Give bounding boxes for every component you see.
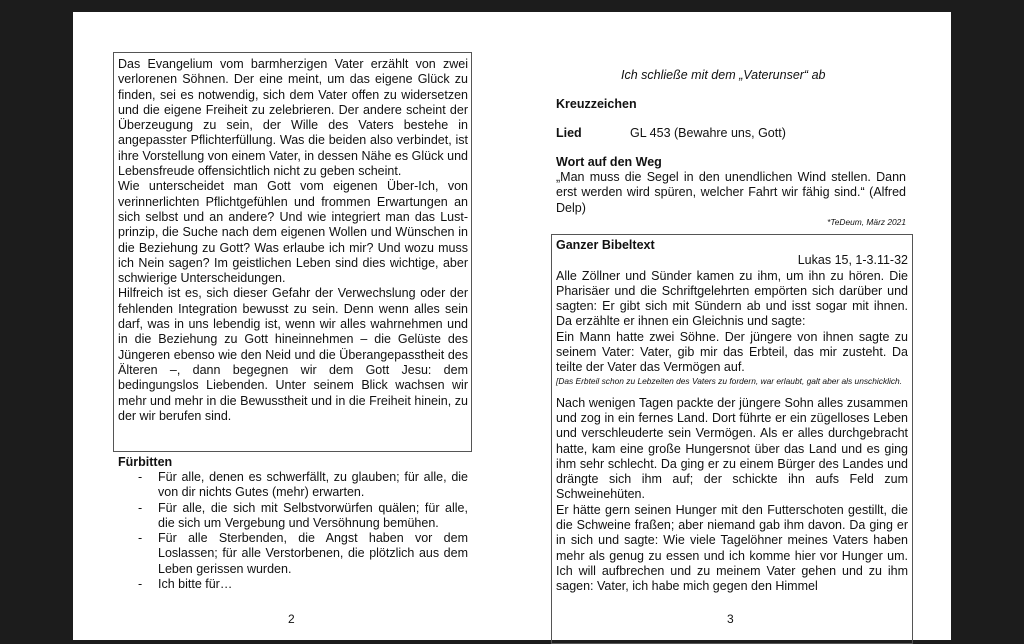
reflection-paragraph: Wie unterscheidet man Gott vom eigenen Über-Ich, von verinnerlichten Pflichtgefühlen und frommen Erwartungen an sich selbst und an andere? Und wie integriert man das Lust-prinzip, die Suche nach dem eigenen Wollen und Wünschen in die Beziehung zu Gott? Was erlaube ich mir? Und wozu muss ich Nein sagen? Im geistlichen Leben sind dies wichtige, aber schwierige Unterscheidungen. [118, 179, 468, 286]
list-dash: - [138, 500, 143, 515]
list-item-text: Für alle Sterbenden, die Angst haben vor dem Loslassen; für alle Verstorbenen, die plötzlich aus dem Leben gerissen wurden. [158, 531, 468, 576]
reflection-paragraph: Hilfreich ist es, sich dieser Gefahr der Verwechslung oder der fehlenden Integration bewusst zu sein. Denn wenn alles sein darf, was in uns lebendig ist, wenn wir alles wahrnehmen und in die Beziehung zu Gott hineinnehmen – die Gelüste des Jüngeren ebenso wie den Neid und die Überangepasstheit des Älteren –, dann begegnen wir dem Gott Jesu: dem bedingungslos Liebenden. Unter seinem Blick wachsen wir mehr und mehr in die Bewusstheit und in die Freiheit hinein, zu der wir berufen sind. [118, 286, 468, 423]
document-page [73, 12, 951, 640]
list-item [118, 531, 468, 577]
lied-value: GL 453 (Bewahre uns, Gott) [630, 126, 786, 140]
list-item-text: Für alle, die sich mit Selbstvorwürfen quälen; für alle, die sich um Vergebung und Versöhnung bemühen. [158, 500, 468, 530]
bible-paragraph: Ein Mann hatte zwei Söhne. Der jüngere von ihnen sagte zu seinem Vater: Vater, gib mir das Erbteil, das mir zusteht. Da teilte der Vater das Vermögen auf. [556, 329, 908, 375]
wort-text: „Man muss die Segel in den unendlichen Wind stellen. Dann erst werden wird spüren, welcher Fahrt wir fähig sind.“ (Alfred Delp) [556, 170, 906, 215]
list-dash: - [138, 577, 143, 592]
bible-reference: Lukas 15, 1-3.11-32 [797, 253, 908, 268]
bibeltext-heading: Ganzer Bibeltext [556, 238, 655, 252]
fuerbitten-heading: Fürbitten [118, 455, 173, 469]
bible-paragraph: Er hätte gern seinen Hunger mit den Futterschoten gestillt, die die Schweine fraßen; aber niemand gab ihm davon. Da ging er in sich und sagte: Wie viele Tagelöhner meines Vaters haben mehr als genug zu essen und ich komme hier vor Hunger um. Ich will aufbrechen und zu meinem Vater gehen und zu ihm sagen: Vater, ich habe mich gegen den Himmel [556, 502, 908, 594]
list-item [118, 501, 468, 532]
vaterunser-line: Ich schließe mit dem „Vaterunser“ ab [621, 68, 826, 82]
lied-label: Lied [556, 126, 582, 140]
page-number-left: 2 [288, 612, 295, 626]
list-dash: - [138, 531, 143, 546]
reflection-text [118, 57, 468, 424]
list-dash: - [138, 470, 143, 484]
list-item-text: Ich bitte für… [158, 577, 233, 592]
kreuzzeichen-heading: Kreuzzeichen [556, 97, 637, 111]
bibeltext [556, 238, 908, 595]
source-note: *TeDeum, März 2021 [827, 217, 906, 227]
bible-footnote: [Das Erbteil schon zu Lebzeiten des Vaters zu fordern, war erlaubt, galt aber als unschicklich. [556, 375, 903, 386]
list-item [118, 470, 468, 501]
bible-paragraph: Alle Zöllner und Sünder kamen zu ihm, um ihn zu hören. Die Pharisäer und die Schriftgelehrten empörten sich darüber und sagten: Er gibt sich mit Sündern ab und isst sogar mit ihnen. Da erzählte er ihnen ein Gleichnis und sagte: [556, 268, 908, 329]
list-item [118, 577, 468, 592]
reflection-paragraph: Das Evangelium vom barmherzigen Vater erzählt von zwei verlorenen Söhnen. Der eine meint, um das eigene Glück zu finden, sei es notwendig, sich dem Vater offen zu widersetzen und die eigene Freiheit zu zelebrieren. Der andere scheint der Überzeugung zu sein, der Wille des Vaters bestehe in angepasster Pflichterfüllung. Was die beiden also verbindet, ist ihre Vorstellung von einem Vater, in dessen Nähe es Glück und Lebensfreude offensichtlich nicht zu geben scheint. [118, 57, 468, 179]
fuerbitten-list [118, 470, 468, 592]
list-item-text: Für alle, denen es schwerfällt, zu glauben; für alle, die von dir nichts Gutes (mehr) erwarten. [158, 470, 468, 500]
bible-paragraph: Nach wenigen Tagen packte der jüngere Sohn alles zusammen und zog in ein fernes Land. Dort führte er ein zügelloses Leben und verschleuderte sein Vermögen. Als er alles durchgebracht hatte, kam eine große Hungersnot über das Land und es ging ihm sehr schlecht. Da ging er zu einem Bürger des Landes und drängte sich ihm auf; der schickte ihn aufs Feld zum Schweinehüten. [556, 395, 908, 502]
page-number-right: 3 [727, 612, 734, 626]
wort-heading: Wort auf den Weg [556, 155, 662, 169]
